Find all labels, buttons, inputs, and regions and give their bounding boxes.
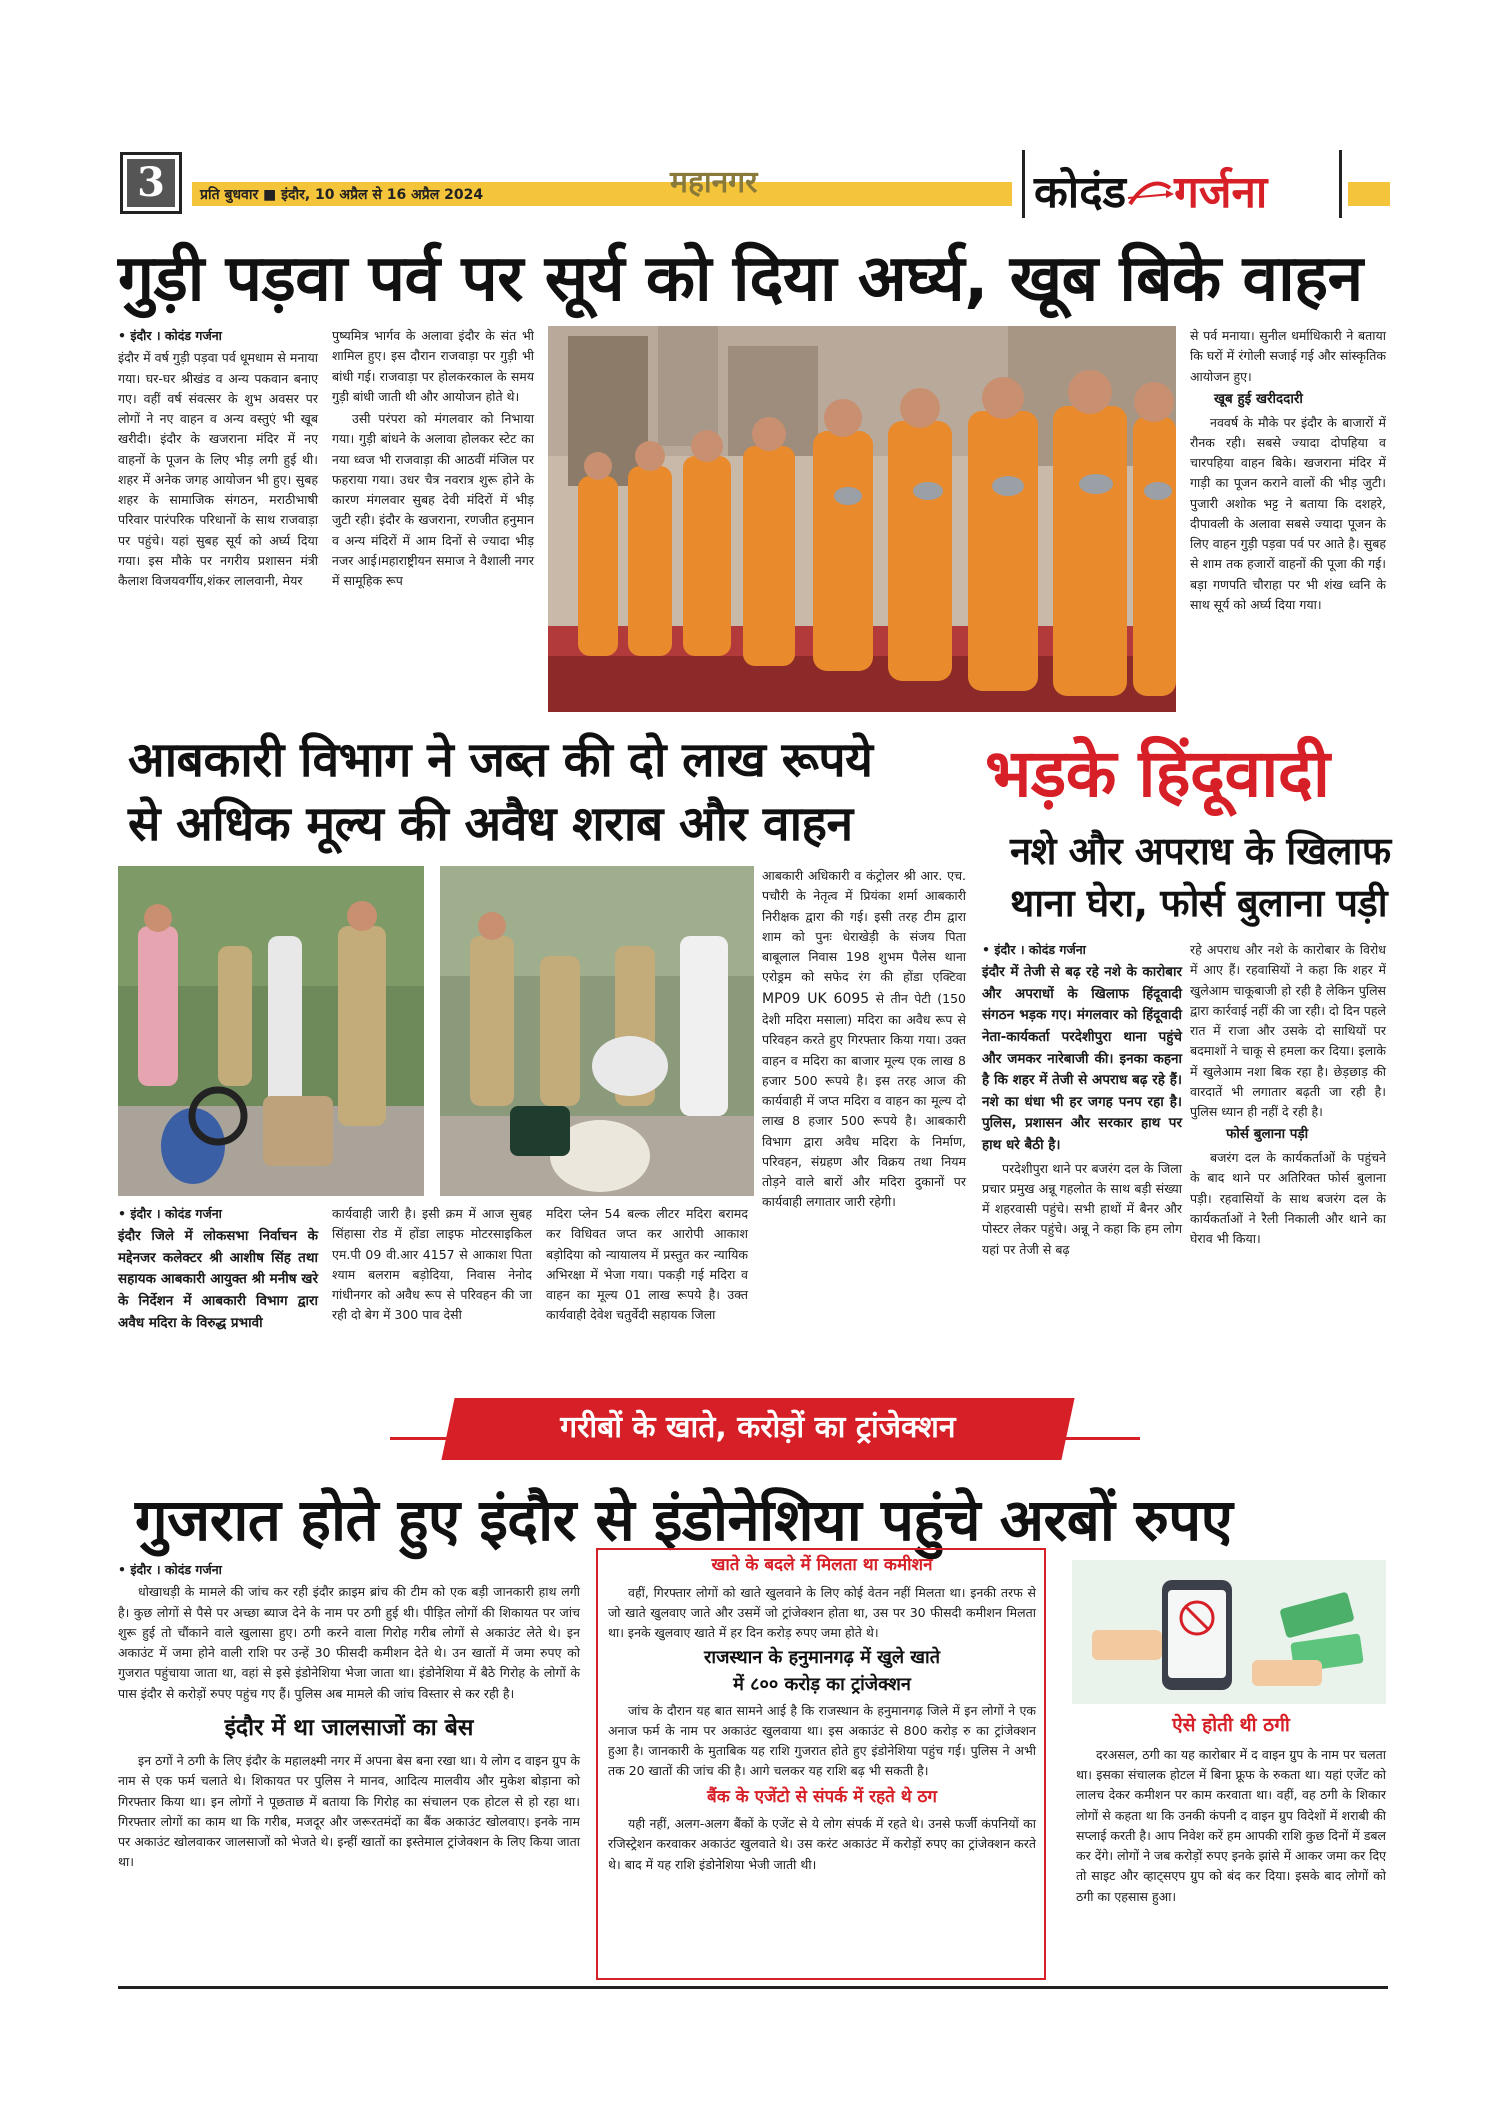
story1-photo-people-offering-arghya	[548, 326, 1176, 712]
story2-photo-seized-scooter	[440, 866, 754, 1196]
brand-name-part1: कोदंड	[1034, 167, 1127, 218]
story4-headline: गुजरात होते हुए इंदौर से इंडोनेशिया पहुंचे अरबों रुपए	[135, 1486, 1233, 1554]
story4-col1	[118, 1560, 580, 1875]
story4-box-content	[608, 1552, 1036, 1877]
story3-col1	[982, 940, 1182, 1262]
story1-col2	[332, 326, 534, 593]
story3-lead: इंदौर में तेजी से बढ़ रहे नशे के कारोबार और अपराधों के खिलाफ हिंदूवादी संगठन भड़क गए। मंगलवार को हिंदूवादी नेता-कार्यकर्ता परदेशीपुरा थाना पहुंचे और जमकर नारेबाजी की। इनका कहना है कि शहर में तेजी से अपराध बढ़ रहे हैं। नशे का धंधा भी हर जगह पनप रहा है। पुलिस, प्रशासन और सरकार हाथ पर हाथ धरे बैठी है।	[982, 964, 1182, 1153]
page-bottom-rule	[118, 1986, 1388, 1989]
story3-subheadline-2: थाना घेरा, फोर्स बुलाना पड़ी	[1010, 881, 1388, 925]
story4-col1b-text: इन ठगों ने ठगी के लिए इंदौर के महालक्ष्मी नगर में अपना बेस बना रखा था। ये लोग द वाइन ग्रुप के नाम से एक फर्म चलाते थे। शिकायत पर पुलिस ने मानव, आदित्य मालवीय और मुकेश बोड़ाना को गिरफ्तार किया था। इन लोगों ने पूछताछ में बताया कि गिरोह का संचालन एक होटल से हो रहा था। गिरफ्तार लोगों का काम था कि गरीब, मजदूर और जरूरतमंदों का बैंक अकाउंट खोलवाए। इनके नाम पर अकाउंट खोलवाकर जालसाजों को भेजते थे। इन्हीं खातों का इस्तेमाल ट्रांजेक्शन के लिए किया जाता था।	[118, 1753, 580, 1870]
issue-date: प्रति बुधवार ■ इंदौर, 10 अप्रैल से 16 अप्रैल 2024	[200, 187, 484, 203]
story4-right-text: दरअसल, ठगी का यह कारोबार में द वाइन ग्रुप के नाम पर चलता था। इसका संचालक होटल में बिना फ्रूफ के रुकता था। यहां एजेंट को लालच देकर कमीशन पर काम करवाता था। वहीं, वह ठगी के शिकार लोगों से कहता था कि उनकी कंपनी द वाइन ग्रुप विदेशों में शराबी की सप्लाई करती है। आप निवेश करें हम आपकी राशि कुछ दिनों में डबल कर देंगे। लोगों ने जब करोड़ों रुपए इनके झांसे में आकर जमा कर दिए तो साइट और व्हाट्सएप ग्रुप को बंद कर दिया। इसके बाद लोगों को ठगी का एहसास हुआ।	[1076, 1746, 1386, 1904]
story3-dateline: • इंदौर । कोदंड गर्जना	[982, 942, 1086, 957]
story4-box-subhead2: बैंक के एजेंटो से संपर्क में रहते थे ठग	[707, 1786, 937, 1807]
story2-col4b-text: से तीन पेटी (150 देशी मदिरा मसाला) मदिरा का अवैध रूप से परिवहन करते हुए गिरफ्तार किया गया। उक्त वाहन व मदिरा का बाजार मूल्य एक लाख 8 हजार 500 रूपये है। इस तरह आज की कार्यवाही में जप्त मदिरा व वाहन का मूल्य दो लाख 8 हजार 500 रूपये है। आबकारी विभाग द्वारा अवैध मदिरा के निर्माण, परिवहन, संग्रहण और विक्रय तथा नियम तोड़ने वाले बारों और मदिरा दुकानों पर कार्यवाही लगातार जारी रहेगी।	[762, 990, 966, 1210]
story1-col1	[118, 326, 318, 593]
story2-headline-line1: आबकारी विभाग ने जब्त की दो लाख रूपये	[128, 732, 873, 788]
story4-subhead-base: इंदौर में था जालसाजों का बेस	[224, 1714, 474, 1741]
story4-box-p3: यही नहीं, अलग-अलग बैंकों के एजेंट से ये लोग संपर्क में रहते थे। उनसे फर्जी कंपनियों का रजिस्ट्रेशन करवाकर अकाउंट खुलवाते थे। उस करंट अकाउंट में करोड़ों रुपए का ट्रांजेक्शन करते थे। बाद में यह राशि इंडोनेशिया भेजी जाती थी।	[608, 1816, 1036, 1872]
story4-right-subhead: ऐसे होती थी ठगी	[1172, 1714, 1290, 1736]
story2-lead: इंदौर जिले में लोकसभा निर्वाचन के मद्देनजर कलेक्टर श्री आशीष सिंह तथा सहायक आबकारी आयुक्त श्री मनीष खरे के निर्देशन में आबकारी विभाग द्वारा अवैध मदिरा के विरुद्ध प्रभावी	[118, 1228, 318, 1331]
story2-col3-text: मदिरा प्लेन 54 बल्क लीटर मदिरा बरामद कर विधिवत जप्त कर आरोपी आकाश बड़ोदिया को न्यायालय में प्रस्तुत कर न्यायिक अभिरक्षा में भेजा गया। पकड़ी गई मदिरा व वाहन का मूल्य 01 लाख रूपये है। उक्त कार्यवाही देवेश चतुर्वेदी सहायक जिला	[546, 1206, 748, 1323]
story1-dateline: • इंदौर । कोदंड गर्जना	[118, 328, 222, 343]
story2-col2	[332, 1204, 532, 1328]
story1-col1-text: इंदौर में वर्ष गुड़ी पड़वा पर्व धूमधाम से मनाया गया। घर-घर श्रीखंड व अन्य पकवान बनाए गए। वहीं वर्ष संवत्सर के शुभ अवसर पर लोगों ने नए वाहन व अन्य वस्तुएं भी खूब खरीदी। इंदौर के खजराना मंदिर में नए वाहनों के पूजन के लिए भीड़ लगी हुई थी। शहर में अनेक जगह आयोजन भी हुए। सुबह शहर के सामाजिक संगठन, मराठीभाषी परिवार पारंपरिक परिधानों के साथ राजवाड़ा पर पहुंचे। यहां सुबह सूर्य को अर्घ्य दिया गया। इस मौके पर नगरीय प्रशासन मंत्री कैलाश विजयवर्गीय,शंकर लालवानी, मेयर	[118, 350, 318, 588]
story1-col3	[1190, 326, 1386, 617]
story1-col2a-text: पुष्यमित्र भार्गव के अलावा इंदौर के संत भी शामिल हुए। इस दौरान राजवाड़ा पर गुड़ी भी बांधी गई। राजवाड़ा पर होलकरकाल के समय गुड़ी बांधी जाती थी और आयोजन होते थे।	[332, 328, 534, 404]
story2-headline-line2: से अधिक मूल्य की अवैध शराब और वाहन	[128, 796, 853, 852]
story2-col4a-text: आबकारी अधिकारी व कंट्रोलर श्री आर. एच. पचौरी के नेतृत्व में प्रियंका शर्मा आबकारी निरीक्षक द्वारा की गई। इसी तरह टीम द्वारा शाम को पुनः धेराखेड़ी के संजय पिता बाबूलाल निवास 198 शुभम पैलेस थाना एरोड्रम को सफेद रंग की होंडा एक्टिवा	[762, 868, 966, 985]
page-number: 3	[120, 152, 182, 214]
story4-banner-text: गरीबों के खाते, करोड़ों का ट्रांजेक्शन	[560, 1410, 956, 1445]
brand-bar	[1348, 182, 1390, 206]
story2-dateline: • इंदौर । कोदंड गर्जना	[118, 1206, 222, 1221]
story3-subhead: फोर्स बुलाना पड़ी	[1226, 1126, 1309, 1143]
story4-right-col	[1076, 1710, 1386, 1909]
story1-col3b-text: नववर्ष के मौके पर इंदौर के बाजारों में रौनक रही। सबसे ज्यादा दोपहिया व चारपहिया वाहन बिके। खजराना मंदिर में गाड़ी का पूजन कराने वालों की भीड़ जुटी। पुजारी अशोक भट्ट ने बताया कि दशहरे, दीपावली के अलावा सबसे ज्यादा पूजन के लिए वाहन गुड़ी पड़वा पर्व पर आते है। सुबह से शाम तक हजारों वाहनों की पूजा की गई। बड़ा गणपति चौराहा पर भी शंख ध्वनि के साथ सूर्य को अर्घ्य दिया गया।	[1190, 414, 1386, 612]
story4-box-subhead1a: राजस्थान के हनुमानगढ़ में खुले खाते	[704, 1647, 940, 1669]
brand-logo	[1034, 160, 1267, 220]
story2-col1	[118, 1204, 318, 1336]
story4-illustration-money-transfer	[1072, 1560, 1386, 1704]
story3-col2a-text: रहे अपराध और नशे के कारोबार के विरोध में आए हैं। रहवासियों ने कहा कि शहर में खुलेआम चाकूबाजी हो रही है लेकिन पुलिस द्वारा कार्रवाई नहीं की जा रही। दो दिन पहले रात में राजा और उसके दो साथियों पर बदमाशों ने चाकू से हमला कर दिया। इलाके में खुलेआम नशा बिक रहा है। छेड़छाड़ की वारदातें भी लगातार बढ़ती जा रही है। पुलिस ध्यान ही नहीं दे रही है।	[1190, 942, 1386, 1119]
story4-dateline: • इंदौर । कोदंड गर्जना	[118, 1562, 222, 1577]
bow-arrow-icon	[1126, 178, 1174, 212]
story4-box-title: खाते के बदले में मिलता था कमीशन	[711, 1555, 933, 1575]
story4-box-p1: वहीं, गिरफ्तार लोगों को खाते खुलवाने के लिए कोई वेतन नहीं मिलता था। इनकी तरफ से जो खाते खुलवाए जाते और उसमें जो ट्रांजेक्शन होता था, उस पर 30 फीसदी कमीशन मिलता था। इनके खुलवाए खाते में हर दिन करोड़ रुपए जमा होते थे।	[608, 1584, 1036, 1641]
story3-subheadline-1: नशे और अपराध के खिलाफ	[1010, 829, 1391, 873]
story4-box-p2: जांच के दौरान यह बात सामने आई है कि राजस्थान के हनुमानगढ़ जिले में इन लोगों ने एक अनाज फर्म के नाम पर अकाउंट खुलवाया था। इस अकाउंट से 800 करोड़ रु का ट्रांजेक्शन हुआ है। जानकारी के मुताबिक यह राशि गुजरात होते हुए इंडोनेशिया पहुंच गई। पुलिस ने अभी तक 20 खातों की जांच की है। आगे चलकर यह राशि बढ़ भी सकती है।	[608, 1702, 1036, 1779]
story2-vehicle-number: MP09 UK 6095	[762, 990, 870, 1007]
story3-col1b-text: परदेशीपुरा थाने पर बजरंग दल के जिला प्रचार प्रमुख अन्नू गहलोत के साथ बड़ी संख्या में शहरवासी पहुंचे। सभी हाथों में बैनर और पोस्टर लेकर पहुंचे। अन्नू ने कहा कि हम लोग यहां पर तेजी से बढ़	[982, 1160, 1182, 1257]
story2-col2-text: कार्यवाही जारी है। इसी क्रम में आज सुबह सिंहासा रोड में होंडा लाइफ मोटरसाइकिल एम.पी 09 वी.आर 4157 से आकाश पिता श्याम बलराम बड़ोदिया, निवास नेनोद गांधीनगर को अवैध रूप से परिवहन की जा रही दो बेग में 300 पाव देसी	[332, 1206, 532, 1323]
story2-col3	[546, 1204, 748, 1328]
story1-col3a-text: से पर्व मनाया। सुनील धर्माधिकारी ने बताया कि घरों में रंगोली सजाई गई और सांस्कृतिक आयोजन हुए।	[1190, 328, 1386, 384]
story4-box-subhead1b: में ८०० करोड़ का ट्रांजेक्शन	[733, 1674, 911, 1696]
story3-col2	[1190, 940, 1386, 1251]
story2-photo-seized-motorcycle	[118, 866, 424, 1196]
story1-subhead: खूब हुई खरीददारी	[1214, 390, 1303, 407]
story3-headline: भड़के हिंदूवादी	[985, 735, 1330, 812]
story4-banner	[441, 1398, 1074, 1460]
story3-col2b-text: बजरंग दल के कार्यकर्ताओं के पहुंचने के बाद थाने पर अतिरिक्त फोर्स बुलाना पड़ी। रहवासियों के साथ बजरंग दल के कार्यकर्ताओं ने रैली निकाली और थाने का घेराव भी किया।	[1190, 1150, 1386, 1247]
story1-col2b-text: उसी परंपरा को मंगलवार को निभाया गया। गुड़ी बांधने के अलावा होलकर स्टेट का नया ध्वज भी राजवाड़ा की आठवीं मंजिल पर फहराया गया। उधर चैत्र नवरात्र शुरू होने के कारण मंगलवार सुबह देवी मंदिरों में भीड़ जुटी रही। इंदौर के खजराना, रणजीत हनुमान व अन्य मंदिरों में आम दिनों से ज्यादा भीड़ नजर आई।महाराष्ट्रीयन समाज ने वैशाली नगर में सामूहिक रूप	[332, 411, 534, 588]
section-name: महानगर	[670, 165, 758, 200]
brand-name-part2: गर्जना	[1174, 167, 1268, 218]
story1-headline: गुड़ी पड़वा पर्व पर सूर्य को दिया अर्घ्य, खूब बिके वाहन	[118, 242, 1363, 316]
story4-col1a-text: धोखाधड़ी के मामले की जांच कर रही इंदौर क्राइम ब्रांच की टीम को एक बड़ी जानकारी हाथ लगी है। कुछ लोगों से पैसे पर अच्छा ब्याज देने के नाम पर ठगी हुई थी। पीड़ित लोगों की शिकायत पर जांच शुरू हुई तो चौंकाने वाले खुलासा हुए। ठगी करने वाला गिरोह गरीब लोगों से अकाउंट लेते थे। इन अकाउंट में जमा होने वाली राशि पर उन्हें 30 फीसदी कमीशन देते थे। उन खातों में जमा रुपए को गुजरात पहुंचाया जाता था, वहां से इसे इंडोनेशिया भेजा जाता था। इंडोनेशिया में बैठे गिरोह के लोगों के पास इंदौर से करोड़ों रुपए पहुंच गए हैं। पुलिस अब मामले की जांच विस्तार से कर रही है।	[118, 1584, 580, 1701]
story2-col4	[762, 866, 966, 1215]
